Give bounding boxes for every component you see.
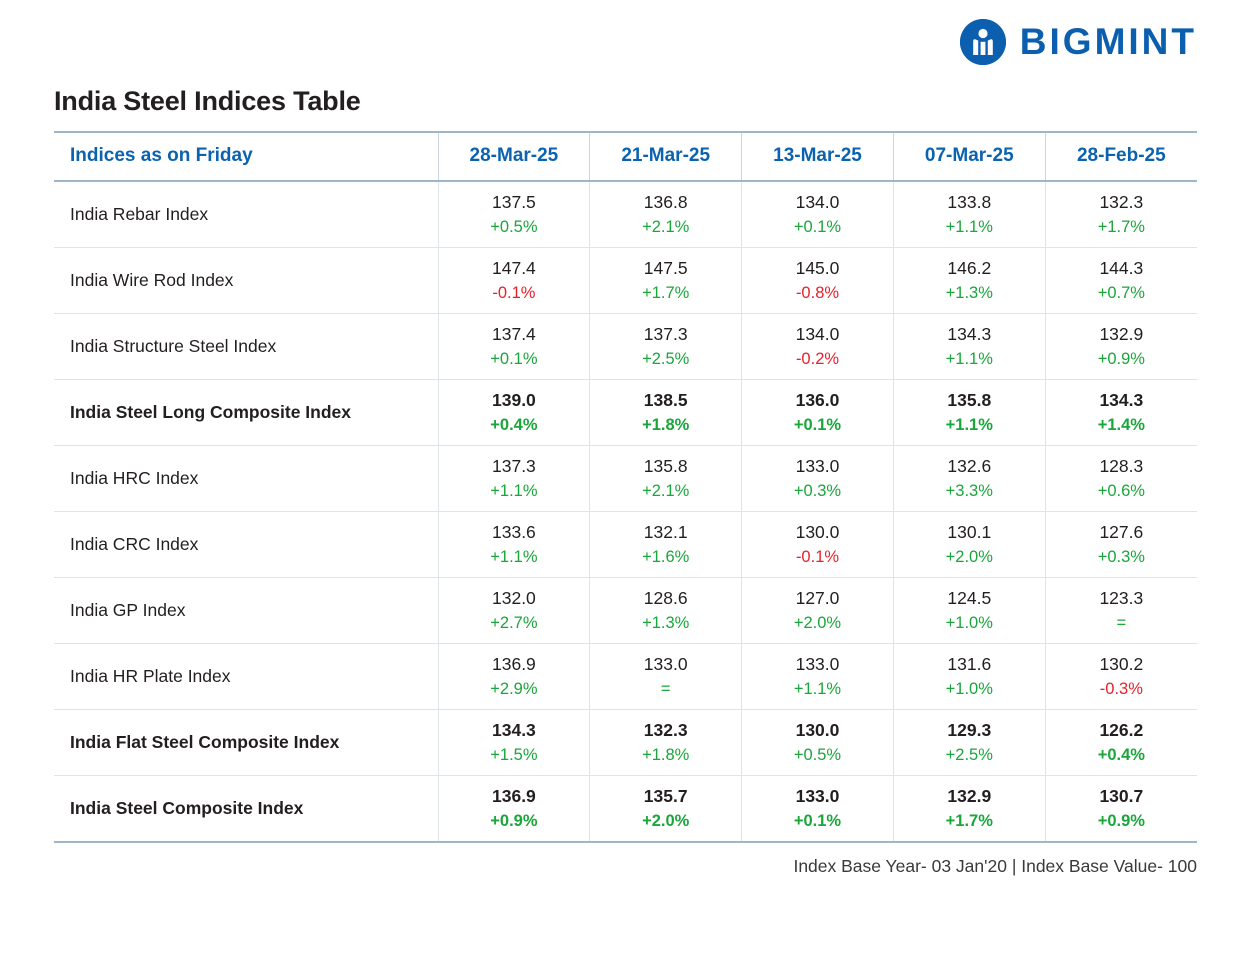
- index-value-cell: [893, 380, 1045, 446]
- index-value: 147.4: [492, 258, 536, 278]
- index-change: +1.1%: [490, 482, 538, 500]
- index-value-cell: [590, 776, 742, 843]
- index-change: +0.1%: [793, 416, 842, 434]
- index-change: +1.7%: [945, 812, 993, 830]
- index-value-cell: [590, 248, 742, 314]
- index-value: 135.7: [643, 786, 688, 806]
- index-name-cell: India Structure Steel Index: [54, 314, 438, 380]
- index-value: 132.3: [1099, 192, 1144, 212]
- index-change: +0.4%: [1097, 746, 1145, 764]
- index-value-cell: [438, 644, 590, 710]
- index-value: 147.5: [643, 258, 688, 278]
- index-value-cell: [438, 710, 590, 776]
- index-value-cell: [893, 314, 1045, 380]
- index-value: 132.0: [492, 588, 536, 608]
- index-change: +2.1%: [642, 482, 690, 500]
- index-value: 134.0: [795, 324, 840, 344]
- index-value-cell: [590, 314, 742, 380]
- column-header-date-1: 28-Mar-25: [438, 132, 590, 181]
- index-name-cell: India GP Index: [54, 578, 438, 644]
- index-name-cell: India HRC Index: [54, 446, 438, 512]
- index-value-cell: [1045, 380, 1197, 446]
- index-change: +1.3%: [945, 284, 993, 302]
- index-value-cell: [438, 776, 590, 843]
- index-value: 137.3: [643, 324, 688, 344]
- index-value: 132.9: [947, 786, 992, 806]
- index-change: +1.1%: [945, 350, 993, 368]
- index-value: 134.3: [947, 324, 992, 344]
- index-value: 135.8: [643, 456, 688, 476]
- index-name-cell: India Steel Long Composite Index: [54, 380, 438, 446]
- table-row: [54, 248, 1197, 314]
- index-value: 134.0: [795, 192, 840, 212]
- bigmint-circle-logo-icon: [960, 19, 1006, 65]
- index-name-cell: India Steel Composite Index: [54, 776, 438, 843]
- index-change: +0.9%: [490, 812, 538, 830]
- index-change: +0.3%: [1097, 548, 1145, 566]
- index-value-cell: [893, 578, 1045, 644]
- index-value-cell: [438, 446, 590, 512]
- index-value-cell: [742, 578, 894, 644]
- table-body: [54, 181, 1197, 842]
- index-value-cell: [1045, 446, 1197, 512]
- index-value: 136.8: [643, 192, 688, 212]
- index-value: 133.8: [947, 192, 992, 212]
- table-row: [54, 314, 1197, 380]
- index-value: 131.6: [947, 654, 992, 674]
- index-change: +1.8%: [642, 416, 690, 434]
- column-header-date-2: 21-Mar-25: [590, 132, 742, 181]
- index-value-cell: [742, 248, 894, 314]
- table-row: [54, 380, 1197, 446]
- india-steel-indices-table: [54, 131, 1197, 843]
- index-value: 126.2: [1099, 720, 1144, 740]
- index-value-cell: [590, 710, 742, 776]
- index-value-cell: [1045, 644, 1197, 710]
- index-value-cell: [590, 644, 742, 710]
- index-change: +2.7%: [490, 614, 538, 632]
- index-change: +2.0%: [793, 614, 842, 632]
- index-change: +0.9%: [1097, 350, 1145, 368]
- index-value: 138.5: [643, 390, 688, 410]
- index-value: 137.3: [492, 456, 536, 476]
- index-value: 130.7: [1099, 786, 1144, 806]
- index-value-cell: [1045, 776, 1197, 843]
- index-base-footnote: Index Base Year- 03 Jan'20 | Index Base Value- 100: [793, 856, 1197, 876]
- table-row: [54, 181, 1197, 248]
- table-row: [54, 776, 1197, 843]
- column-header-indices: Indices as on Friday: [54, 132, 438, 181]
- index-value: 128.3: [1099, 456, 1144, 476]
- index-change: +1.3%: [642, 614, 690, 632]
- index-value: 124.5: [947, 588, 992, 608]
- index-change: +2.9%: [490, 680, 538, 698]
- brand-name: BIGMINT: [1019, 21, 1197, 62]
- page-title: India Steel Indices Table: [54, 86, 361, 116]
- index-value: 145.0: [795, 258, 840, 278]
- index-change: +0.9%: [1097, 812, 1145, 830]
- index-value-cell: [590, 512, 742, 578]
- index-change: +0.5%: [490, 218, 538, 236]
- index-value: 134.3: [492, 720, 536, 740]
- index-value-cell: [1045, 578, 1197, 644]
- index-value-cell: [590, 578, 742, 644]
- index-value: 144.3: [1099, 258, 1144, 278]
- index-value: 136.9: [492, 654, 536, 674]
- table-row: [54, 644, 1197, 710]
- index-value-cell: [1045, 710, 1197, 776]
- table-header-row: [54, 132, 1197, 181]
- index-change: -0.3%: [1099, 680, 1143, 698]
- index-change: +1.7%: [642, 284, 690, 302]
- index-change: +0.5%: [793, 746, 842, 764]
- index-value: 137.4: [492, 324, 536, 344]
- index-change: =: [1116, 614, 1127, 632]
- index-value-cell: [893, 776, 1045, 843]
- index-value: 132.1: [643, 522, 688, 542]
- index-change: -0.1%: [492, 284, 536, 302]
- table-row: [54, 446, 1197, 512]
- index-value: 127.0: [795, 588, 840, 608]
- index-value-cell: [893, 181, 1045, 248]
- index-value: 133.6: [492, 522, 536, 542]
- index-value: 135.8: [947, 390, 992, 410]
- index-change: -0.8%: [795, 284, 840, 302]
- index-change: +2.0%: [642, 812, 690, 830]
- index-change: +0.3%: [793, 482, 842, 500]
- index-value: 132.6: [947, 456, 992, 476]
- index-value-cell: [590, 181, 742, 248]
- index-change: +3.3%: [945, 482, 993, 500]
- index-value: 133.0: [795, 456, 840, 476]
- index-value: 129.3: [947, 720, 992, 740]
- index-value: 139.0: [492, 390, 536, 410]
- index-value-cell: [742, 380, 894, 446]
- index-value-cell: [893, 644, 1045, 710]
- table-row: [54, 578, 1197, 644]
- brand-header: [54, 0, 1197, 62]
- index-value: 146.2: [947, 258, 992, 278]
- index-name-cell: India HR Plate Index: [54, 644, 438, 710]
- index-value-cell: [742, 314, 894, 380]
- index-change: +2.1%: [642, 218, 690, 236]
- index-change: +1.0%: [945, 614, 993, 632]
- index-value: 127.6: [1099, 522, 1144, 542]
- index-value-cell: [742, 710, 894, 776]
- index-change: +1.1%: [490, 548, 538, 566]
- index-value-cell: [742, 644, 894, 710]
- index-name-cell: India CRC Index: [54, 512, 438, 578]
- table-header: [54, 132, 1197, 181]
- index-change: +0.1%: [793, 218, 842, 236]
- index-value: 128.6: [643, 588, 688, 608]
- index-value-cell: [438, 248, 590, 314]
- index-value-cell: [438, 578, 590, 644]
- index-value-cell: [1045, 248, 1197, 314]
- index-value: 136.9: [492, 786, 536, 806]
- index-value: 133.0: [795, 654, 840, 674]
- index-change: +2.0%: [945, 548, 993, 566]
- index-value-cell: [438, 380, 590, 446]
- index-change: +2.5%: [945, 746, 993, 764]
- index-change: +0.1%: [490, 350, 538, 368]
- index-change: -0.1%: [795, 548, 840, 566]
- index-value-cell: [590, 380, 742, 446]
- index-change: +0.4%: [490, 416, 538, 434]
- index-value-cell: [1045, 512, 1197, 578]
- index-name-cell: India Rebar Index: [54, 181, 438, 248]
- index-name-cell: India Flat Steel Composite Index: [54, 710, 438, 776]
- index-value-cell: [742, 512, 894, 578]
- index-value: 136.0: [795, 390, 840, 410]
- index-change: +1.1%: [945, 218, 993, 236]
- index-value-cell: [1045, 181, 1197, 248]
- index-change: +0.7%: [1097, 284, 1145, 302]
- index-change: +1.1%: [945, 416, 993, 434]
- index-value: 133.0: [643, 654, 688, 674]
- index-value-cell: [742, 776, 894, 843]
- index-change: +1.6%: [642, 548, 690, 566]
- table-row: [54, 512, 1197, 578]
- index-value: 130.0: [795, 522, 840, 542]
- column-header-date-4: 07-Mar-25: [893, 132, 1045, 181]
- index-change: -0.2%: [795, 350, 840, 368]
- index-value: 132.3: [643, 720, 688, 740]
- index-value-cell: [438, 314, 590, 380]
- index-change: +1.4%: [1097, 416, 1145, 434]
- column-header-date-3: 13-Mar-25: [742, 132, 894, 181]
- column-header-date-5: 28-Feb-25: [1045, 132, 1197, 181]
- index-value-cell: [1045, 314, 1197, 380]
- index-change: +1.5%: [490, 746, 538, 764]
- index-value: 123.3: [1099, 588, 1144, 608]
- index-value: 130.1: [947, 522, 992, 542]
- index-value-cell: [742, 446, 894, 512]
- index-change: +0.6%: [1097, 482, 1145, 500]
- index-value: 130.0: [795, 720, 840, 740]
- index-change: +1.8%: [642, 746, 690, 764]
- index-value-cell: [893, 710, 1045, 776]
- index-change: +1.1%: [793, 680, 842, 698]
- index-value-cell: [893, 446, 1045, 512]
- index-value-cell: [438, 512, 590, 578]
- index-value: 133.0: [795, 786, 840, 806]
- index-value-cell: [893, 512, 1045, 578]
- index-value: 137.5: [492, 192, 536, 212]
- index-change: =: [660, 680, 671, 698]
- index-value-cell: [438, 181, 590, 248]
- index-change: +1.0%: [945, 680, 993, 698]
- table-row: [54, 710, 1197, 776]
- bigmint-logo: [960, 19, 1197, 65]
- index-value-cell: [742, 181, 894, 248]
- index-change: +0.1%: [793, 812, 842, 830]
- index-value-cell: [893, 248, 1045, 314]
- index-value: 134.3: [1099, 390, 1144, 410]
- index-name-cell: India Wire Rod Index: [54, 248, 438, 314]
- index-value: 130.2: [1099, 654, 1144, 674]
- index-value: 132.9: [1099, 324, 1144, 344]
- index-change: +2.5%: [642, 350, 690, 368]
- index-value-cell: [590, 446, 742, 512]
- index-change: +1.7%: [1097, 218, 1145, 236]
